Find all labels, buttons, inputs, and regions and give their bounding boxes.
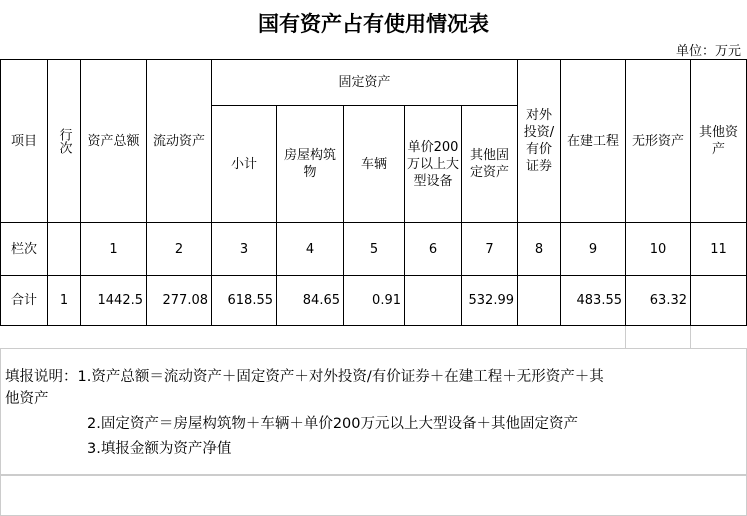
note-line-2: 2.固定资产＝房屋构筑物＋车辆＋单价200万元以上大型设备＋其他固定资产 bbox=[87, 416, 579, 432]
col-num: 9 bbox=[561, 223, 626, 276]
header-vehicle: 车辆 bbox=[344, 106, 405, 223]
note-line-1b: 他资产 bbox=[5, 391, 49, 407]
note-line-3: 3.填报金额为资产净值 bbox=[87, 441, 232, 457]
col-num: 11 bbox=[691, 223, 747, 276]
notes bbox=[0, 348, 747, 476]
total-label: 合计 bbox=[1, 276, 48, 326]
value-cell bbox=[405, 276, 462, 326]
value-cell: 483.55 bbox=[561, 276, 626, 326]
value-cell: 532.99 bbox=[462, 276, 518, 326]
header-item: 项目 bbox=[1, 60, 48, 223]
asset-table bbox=[0, 59, 747, 349]
value-cell: 63.32 bbox=[626, 276, 691, 326]
col-num: 4 bbox=[277, 223, 344, 276]
value-cell: 277.08 bbox=[147, 276, 212, 326]
column-number-row bbox=[1, 223, 747, 276]
col-num: 5 bbox=[344, 223, 405, 276]
header-intangible: 无形资产 bbox=[626, 60, 691, 223]
page-title: 国有资产占有使用情况表 bbox=[258, 12, 489, 36]
header-other-fixed: 其他固定资产 bbox=[462, 106, 518, 223]
header-current: 流动资产 bbox=[147, 60, 212, 223]
col-num: 10 bbox=[626, 223, 691, 276]
header-row-no: 行次 bbox=[48, 60, 81, 223]
header-other: 其他资产 bbox=[691, 60, 747, 223]
col-num: 1 bbox=[81, 223, 147, 276]
total-row bbox=[1, 276, 747, 326]
value-cell bbox=[691, 276, 747, 326]
header-building: 房屋构筑物 bbox=[277, 106, 344, 223]
value-cell bbox=[518, 276, 561, 326]
empty-footer-row bbox=[0, 474, 747, 516]
col-row-label: 栏次 bbox=[1, 223, 48, 276]
value-cell: 1442.5 bbox=[81, 276, 147, 326]
col-num: 2 bbox=[147, 223, 212, 276]
col-num: 8 bbox=[518, 223, 561, 276]
note-line-1: 填报说明：1.资产总额＝流动资产＋固定资产＋对外投资/有价证券＋在建工程＋无形资产＋其 bbox=[5, 369, 604, 385]
col-num: 7 bbox=[462, 223, 518, 276]
header-construction: 在建工程 bbox=[561, 60, 626, 223]
col-num: 3 bbox=[212, 223, 277, 276]
header-fixed: 固定资产 bbox=[212, 60, 518, 106]
value-cell: 618.55 bbox=[212, 276, 277, 326]
header-subtotal: 小计 bbox=[212, 106, 277, 223]
value-cell: 0.91 bbox=[344, 276, 405, 326]
total-row-no: 1 bbox=[48, 276, 81, 326]
header-equipment: 单价200万以上大型设备 bbox=[405, 106, 462, 223]
unit-label: 单位：万元 bbox=[675, 44, 741, 59]
header-invest: 对外投资/有价证券 bbox=[518, 60, 561, 223]
col-num: 6 bbox=[405, 223, 462, 276]
value-cell: 84.65 bbox=[277, 276, 344, 326]
empty-row bbox=[1, 326, 747, 349]
header-total: 资产总额 bbox=[81, 60, 147, 223]
